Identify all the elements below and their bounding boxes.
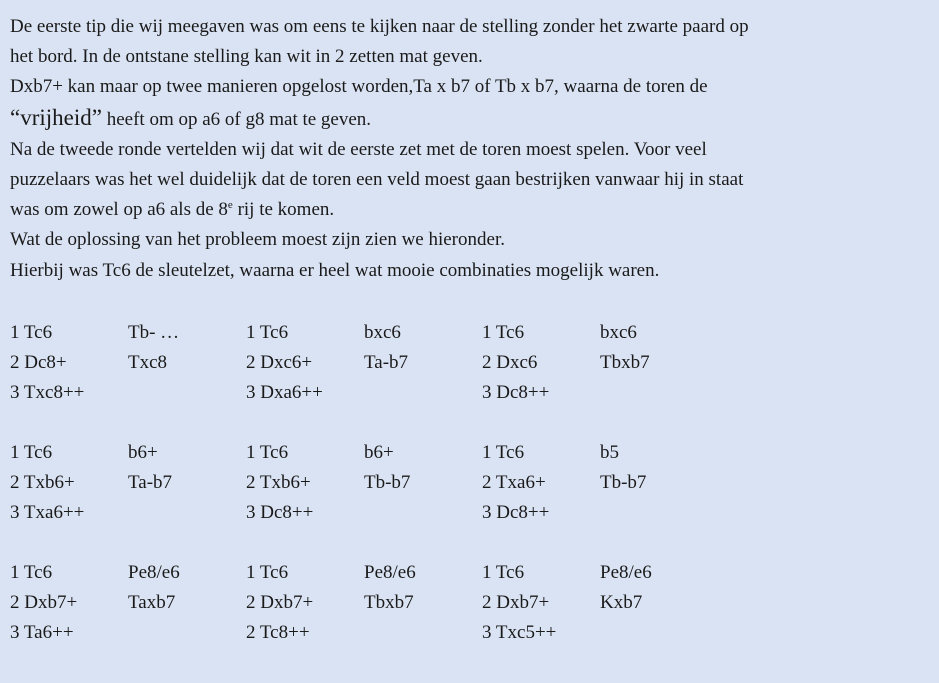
intro-line-post: rij te komen. (232, 199, 335, 221)
move-cell: Ta-b7 (128, 471, 173, 493)
move-row (10, 618, 929, 648)
variations-table (10, 318, 929, 648)
move-row (10, 378, 929, 408)
intro-line: puzzelaars was het wel duidelijk dat de toren een veld moest gaan bestrijken vanwaar hij in staat (10, 169, 744, 191)
move-cell: 2 Dxb7+ (482, 591, 550, 613)
intro-line: Hierbij was Tc6 de sleutelzet, waarna er heel wat mooie combinaties mogelijk waren. (10, 259, 660, 281)
move-cell: 1 Tc6 (10, 441, 53, 463)
move-cell: b6+ (128, 441, 158, 463)
move-cell: Pe8/e6 (600, 561, 652, 583)
intro-line: De eerste tip die wij meegaven was om eens te kijken naar de stelling zonder het zwarte paard op (10, 16, 749, 37)
move-row (10, 498, 929, 528)
move-cell: 1 Tc6 (482, 561, 525, 583)
move-cell: 3 Txc5++ (482, 621, 557, 643)
move-cell: 1 Tc6 (246, 561, 289, 583)
move-cell: bxc6 (600, 321, 637, 343)
move-cell: 3 Dc8++ (482, 501, 550, 523)
move-cell: 2 Txb6+ (10, 471, 75, 493)
move-cell: 2 Dxb7+ (10, 591, 78, 613)
move-cell: 3 Dc8++ (246, 501, 314, 523)
variation-block (10, 558, 929, 648)
move-row (10, 468, 929, 498)
intro-line (10, 103, 929, 135)
move-row (10, 348, 929, 378)
move-cell: 1 Tc6 (482, 441, 525, 463)
move-cell: 2 Dxb7+ (246, 591, 314, 613)
move-cell: b6+ (364, 441, 394, 463)
move-cell: Tb-b7 (600, 471, 647, 493)
superscript-e: e (227, 199, 233, 212)
vrijheid-word: “vrijheid” (10, 104, 102, 130)
move-cell: 1 Tc6 (10, 561, 53, 583)
move-cell: 1 Tc6 (10, 321, 53, 343)
move-cell: 3 Dxa6++ (246, 381, 323, 403)
move-cell: 3 Dc8++ (482, 381, 550, 403)
move-cell: Ta-b7 (364, 351, 409, 373)
move-cell: Kxb7 (600, 591, 643, 613)
move-cell: Tb-b7 (364, 471, 411, 493)
move-cell: Pe8/e6 (364, 561, 416, 583)
move-cell: Txc8 (128, 351, 168, 373)
intro-line: Dxb7+ kan maar op twee manieren opgelost worden,Ta x b7 of Tb x b7, waarna de toren de (10, 76, 708, 98)
intro-line: Na de tweede ronde vertelden wij dat wit de eerste zet met de toren moest spelen. Voor veel (10, 138, 707, 160)
intro-line-pre: was om zowel op a6 als de 8 (10, 199, 228, 221)
move-cell: 2 Txa6+ (482, 471, 546, 493)
move-cell: bxc6 (364, 321, 401, 343)
variation-block (10, 438, 929, 528)
move-cell: 3 Ta6++ (10, 621, 74, 643)
intro-text (10, 12, 929, 286)
move-cell: Tbxb7 (364, 591, 414, 613)
intro-line: Wat de oplossing van het probleem moest zijn zien we hieronder. (10, 229, 505, 251)
move-row (10, 558, 929, 588)
move-cell: Tb- … (128, 321, 180, 343)
move-row (10, 318, 929, 348)
move-cell: 3 Txc8++ (10, 381, 85, 403)
move-cell: 2 Txb6+ (246, 471, 311, 493)
intro-line: het bord. In de ontstane stelling kan wit in 2 zetten mat geven. (10, 46, 483, 68)
move-cell: Pe8/e6 (128, 561, 180, 583)
move-cell: b5 (600, 441, 619, 463)
move-cell: Taxb7 (128, 591, 176, 613)
intro-line (10, 195, 929, 225)
move-cell: 1 Tc6 (482, 321, 525, 343)
move-cell: 2 Dxc6+ (246, 351, 313, 373)
move-cell: 1 Tc6 (246, 441, 289, 463)
move-cell: 1 Tc6 (246, 321, 289, 343)
intro-line-rest: heeft om op a6 of g8 mat te geven. (101, 108, 372, 130)
move-cell: 2 Tc8++ (246, 621, 310, 643)
move-cell: Tbxb7 (600, 351, 650, 373)
move-cell: 3 Txa6++ (10, 501, 85, 523)
move-cell: 2 Dxc6 (482, 351, 538, 373)
move-row (10, 588, 929, 618)
move-row (10, 438, 929, 468)
move-cell: 2 Dc8+ (10, 351, 67, 373)
variation-block (10, 318, 929, 408)
